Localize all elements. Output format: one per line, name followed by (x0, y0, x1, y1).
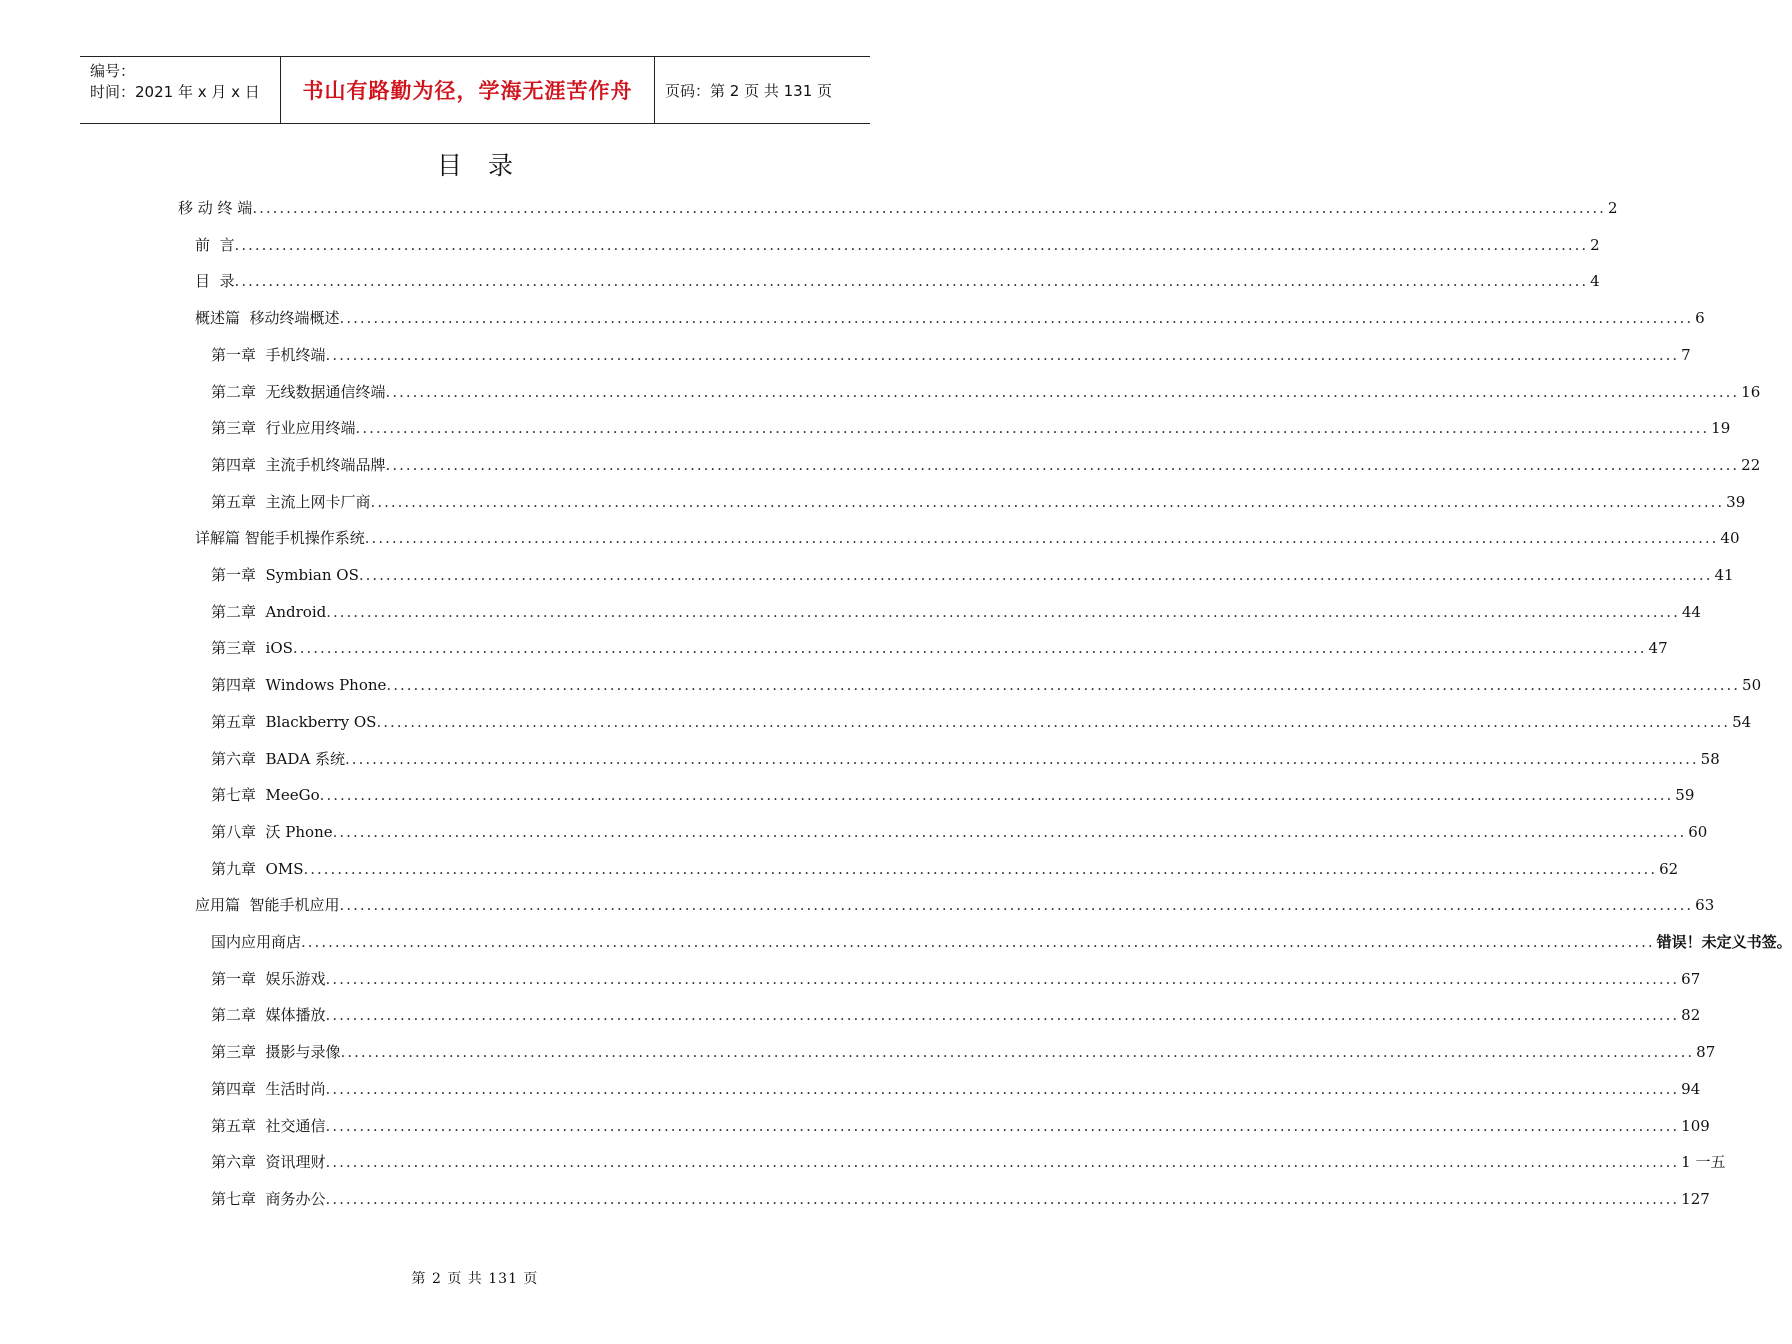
toc-entry-page: 2 (1590, 235, 1600, 254)
toc-entry-page: 60 (1688, 822, 1708, 841)
toc-entry-label: 前 言 (195, 235, 235, 254)
toc-entry-label: 移 动 终 端 (178, 199, 253, 217)
header-meta (80, 57, 281, 123)
toc-entry-label: 应用篇 智能手机应用 (195, 896, 340, 915)
toc-entry-label: 第六章 BADA 系统 (211, 749, 346, 768)
toc-entry-page: 67 (1681, 969, 1701, 988)
toc-dot-leader: ........................................................................................................................................................................................................ (326, 602, 1680, 621)
toc-entry[interactable] (195, 893, 1715, 917)
toc-dot-leader: ........................................................................................................................................................................................................ (339, 896, 1694, 915)
toc-entry[interactable] (211, 1040, 1716, 1064)
toc-entry-label: 第九章 OMS (211, 859, 304, 878)
toc-entry[interactable] (211, 820, 1708, 844)
toc-entry-page: 82 (1681, 1006, 1701, 1025)
toc-entry[interactable] (211, 673, 1762, 697)
toc-dot-leader: ........................................................................................................................................................................................................ (358, 566, 1713, 584)
toc-entry[interactable] (195, 233, 1600, 257)
toc-entry-page: 59 (1675, 786, 1695, 805)
toc-entry-page: 40 (1720, 529, 1740, 548)
toc-entry-page: 94 (1681, 1079, 1701, 1098)
toc-entry-page: 7 (1681, 345, 1691, 364)
toc-entry-label: 第五章 社交通信 (211, 1116, 326, 1135)
toc-entry-label: 第一章 手机终端 (211, 345, 326, 364)
toc-dot-leader: ........................................................................................................................................................................................................ (332, 822, 1687, 841)
toc-entry[interactable] (211, 967, 1701, 991)
toc-entry-page: 44 (1681, 602, 1701, 621)
toc-dot-leader: ........................................................................................................................................................................................................ (234, 235, 1589, 254)
toc-dot-leader: ........................................................................................................................................................................................................ (385, 382, 1740, 401)
toc-entry-label: 第四章 Windows Phone (211, 676, 387, 695)
toc-dot-leader: ........................................................................................................................................................................................................ (345, 749, 1699, 768)
toc-entry-label: 目 录 (195, 272, 235, 291)
toc-entry[interactable] (178, 196, 1618, 220)
toc-entry-label: 详解篇 智能手机操作系统 (195, 529, 365, 548)
toc-entry[interactable] (211, 857, 1679, 881)
toc-entry-label: 第二章 媒体播放 (211, 1006, 326, 1025)
page-footer: 第 2 页 共 131 页 (411, 1271, 539, 1287)
toc-entry-label: 第五章 主流上网卡厂商 (211, 492, 371, 511)
toc-entry-label: 第八章 沃 Phone (211, 822, 333, 841)
toc-dot-leader: ........................................................................................................................................................................................................ (355, 419, 1710, 438)
toc-entry-page: 41 (1714, 566, 1734, 584)
toc-dot-leader: ........................................................................................................................................................................................................ (325, 1079, 1680, 1098)
toc-dot-leader: ........................................................................................................................................................................................................ (376, 712, 1731, 731)
toc-entry[interactable] (211, 416, 1731, 440)
toc-entry[interactable] (211, 1077, 1701, 1101)
toc-entry-page: 58 (1700, 749, 1720, 768)
toc-entry-page: 6 (1695, 309, 1705, 328)
toc-dot-leader: ........................................................................................................................................................................................................ (303, 859, 1658, 878)
toc-dot-leader: ........................................................................................................................................................................................................ (325, 1189, 1680, 1208)
toc-entry[interactable] (211, 710, 1752, 734)
document-time: 时间：2021 年 x 月 x 日 (90, 83, 260, 101)
toc-entry-page: 127 (1681, 1189, 1710, 1208)
toc-entry-label: 第五章 Blackberry OS (211, 712, 377, 731)
toc-entry[interactable] (211, 783, 1695, 807)
toc-dot-leader: ........................................................................................................................................................................................................ (234, 272, 1589, 291)
toc-entry-label: 第七章 MeeGo (211, 786, 320, 805)
toc-entry-page: 4 (1590, 272, 1600, 291)
toc-dot-leader: ........................................................................................................................................................................................................ (319, 786, 1674, 805)
toc-entry-page: 87 (1696, 1043, 1716, 1062)
toc-dot-leader: ........................................................................................................................................................................................................ (339, 309, 1694, 328)
page-header (80, 56, 870, 124)
toc-entry-page: 63 (1695, 896, 1715, 915)
toc-entry[interactable] (211, 636, 1668, 660)
toc-dot-leader: ........................................................................................................................................................................................................ (340, 1043, 1695, 1062)
toc-entry-label: 第一章 娱乐游戏 (211, 969, 326, 988)
toc-entry-page: 2 (1607, 199, 1618, 217)
toc-dot-leader: ........................................................................................................................................................................................................ (370, 492, 1725, 511)
toc-dot-leader: ........................................................................................................................................................................................................ (292, 639, 1647, 658)
toc-dot-leader: ........................................................................................................................................................................................................ (386, 676, 1741, 695)
toc-entry[interactable] (211, 930, 1792, 954)
toc-entry-label: 第二章 Android (211, 602, 327, 621)
toc-entry[interactable] (211, 1150, 1726, 1174)
toc-entry-label: 第三章 iOS (211, 639, 293, 658)
toc-entry[interactable] (195, 306, 1705, 330)
toc-dot-leader: ........................................................................................................................................................................................................ (301, 933, 1655, 951)
toc-entry[interactable] (211, 1187, 1710, 1211)
toc-entry-label: 第七章 商务办公 (211, 1189, 326, 1208)
toc-entry[interactable] (211, 343, 1691, 367)
toc-entry-page: 109 (1681, 1116, 1710, 1135)
toc-entry[interactable] (211, 380, 1761, 404)
toc-dot-leader: ........................................................................................................................................................................................................ (325, 1153, 1680, 1172)
toc-entry-label: 概述篇 移动终端概述 (195, 309, 340, 328)
toc-entry[interactable] (211, 747, 1720, 771)
toc-entry-label: 第四章 生活时尚 (211, 1079, 326, 1098)
header-motto: 书山有路勤为径，学海无涯苦作舟 (281, 57, 655, 123)
toc-entry-label: 第三章 摄影与录像 (211, 1043, 341, 1062)
toc-entry-page: 22 (1741, 455, 1761, 474)
toc-entry-page: 错误！未定义书签。 (1656, 933, 1792, 951)
toc-dot-leader: ........................................................................................................................................................................................................ (325, 345, 1680, 364)
toc-entry-page: 47 (1648, 639, 1668, 658)
toc-dot-leader: ........................................................................................................................................................................................................ (385, 455, 1740, 474)
toc-entry-label: 第六章 资讯理财 (211, 1153, 326, 1172)
toc-entry[interactable] (211, 1114, 1710, 1138)
toc-entry-label: 第三章 行业应用终端 (211, 419, 356, 438)
toc-entry-page: 50 (1742, 676, 1762, 695)
toc-entry-page: 16 (1741, 382, 1761, 401)
toc-entry-label: 国内应用商店 (211, 933, 302, 951)
toc-dot-leader: ........................................................................................................................................................................................................ (325, 1116, 1680, 1135)
toc-title: 目录 (436, 151, 539, 180)
toc-dot-leader: ........................................................................................................................................................................................................ (325, 1006, 1680, 1025)
toc-entry-label: 第二章 无线数据通信终端 (211, 382, 386, 401)
toc-entry[interactable] (211, 563, 1734, 587)
toc-dot-leader: ........................................................................................................................................................................................................ (364, 529, 1719, 548)
toc-entry-page: 1 一五 (1681, 1153, 1726, 1172)
toc-entry[interactable] (211, 1003, 1701, 1027)
toc-entry-page: 62 (1659, 859, 1679, 878)
toc-dot-leader: ........................................................................................................................................................................................................ (252, 199, 1606, 217)
toc-dot-leader: ........................................................................................................................................................................................................ (325, 969, 1680, 988)
document-number: 编号： (90, 62, 136, 80)
toc-entry[interactable] (195, 526, 1740, 550)
toc-entry[interactable] (211, 453, 1761, 477)
toc-entry-page: 54 (1732, 712, 1752, 731)
toc-entry[interactable] (211, 490, 1746, 514)
toc-entry-label: 第四章 主流手机终端品牌 (211, 455, 386, 474)
toc-entry[interactable] (211, 600, 1701, 624)
toc-entry[interactable] (195, 269, 1600, 293)
toc-entry-label: 第一章 Symbian OS (211, 566, 359, 584)
toc-entry-page: 19 (1711, 419, 1731, 438)
toc-entry-page: 39 (1726, 492, 1746, 511)
header-page-info: 页码：第 2 页 共 131 页 (665, 81, 833, 100)
